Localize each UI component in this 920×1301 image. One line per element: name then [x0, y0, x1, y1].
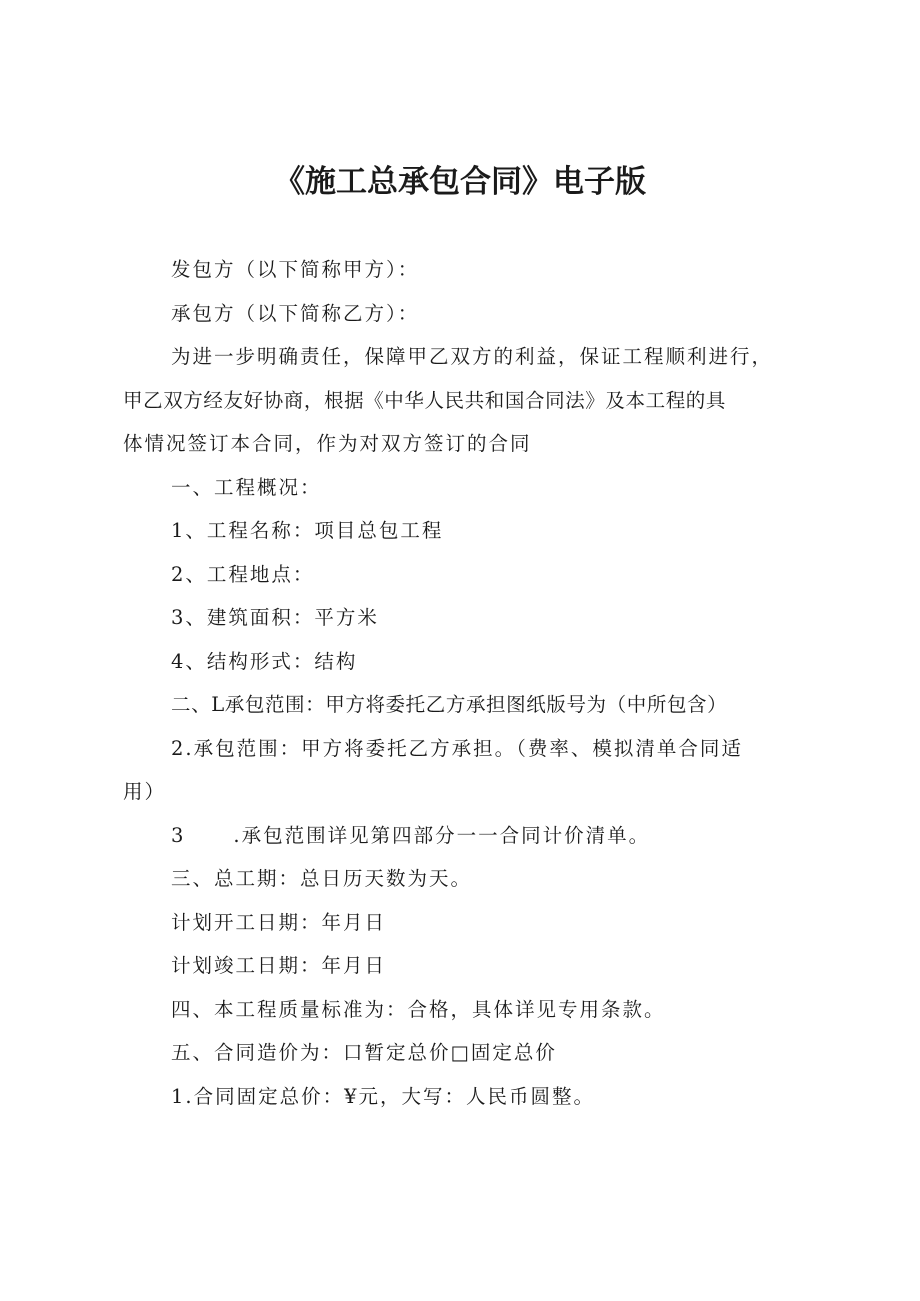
contract-price-line: 五、合同造价为：口暂定总价□固定总价: [171, 1041, 557, 1064]
section-1-heading: 一、工程概况：: [171, 476, 322, 499]
quality-standard-line: 四、本工程质量标准为：合格，具体详见专用条款。: [171, 998, 666, 1021]
project-location-line: 2、工程地点：: [171, 563, 315, 586]
party-b-line: 承包方（以下简称乙方）：: [171, 302, 420, 325]
scope-line-3-text: .承包范围详见第四部分一一合同计价清单。: [233, 824, 651, 847]
structure-type-line: 4、结构形式：结构: [171, 650, 358, 673]
scope-line-1: 二、L承包范围：甲方将委托乙方承担图纸版号为（中所包含）: [171, 693, 728, 716]
fixed-price-line: 1.合同固定总价：¥元，大写：人民币圆整。: [171, 1085, 596, 1108]
scope-line-3-number: 3: [171, 824, 186, 847]
preamble-line-1: 为进一步明确责任，保障甲乙双方的利益，保证工程顺利进行，: [171, 345, 774, 368]
planned-completion-line: 计划竣工日期：年月日: [171, 954, 387, 977]
preamble-line-2: 甲乙双方经友好协商，根据《中华人民共和国合同法》及本工程的具: [123, 389, 727, 412]
scope-line-2-continued: 用）: [123, 780, 167, 803]
scope-line-3: [171, 826, 650, 846]
schedule-heading: 三、总工期：总日历天数为天。: [171, 867, 473, 890]
party-a-line: 发包方（以下简称甲方）：: [171, 258, 420, 281]
preamble-line-3: 体情况签订本合同，作为对双方签订的合同: [123, 432, 532, 455]
project-name-line: 1、工程名称：项目总包工程: [171, 519, 444, 542]
building-area-line: 3、建筑面积：平方米: [171, 606, 379, 629]
document-title: 《施工总承包合同》电子版: [274, 164, 646, 200]
planned-start-line: 计划开工日期：年月日: [171, 911, 387, 934]
scope-line-2: 2.承包范围：甲方将委托乙方承担。（费率、模拟清单合同适: [171, 737, 743, 760]
